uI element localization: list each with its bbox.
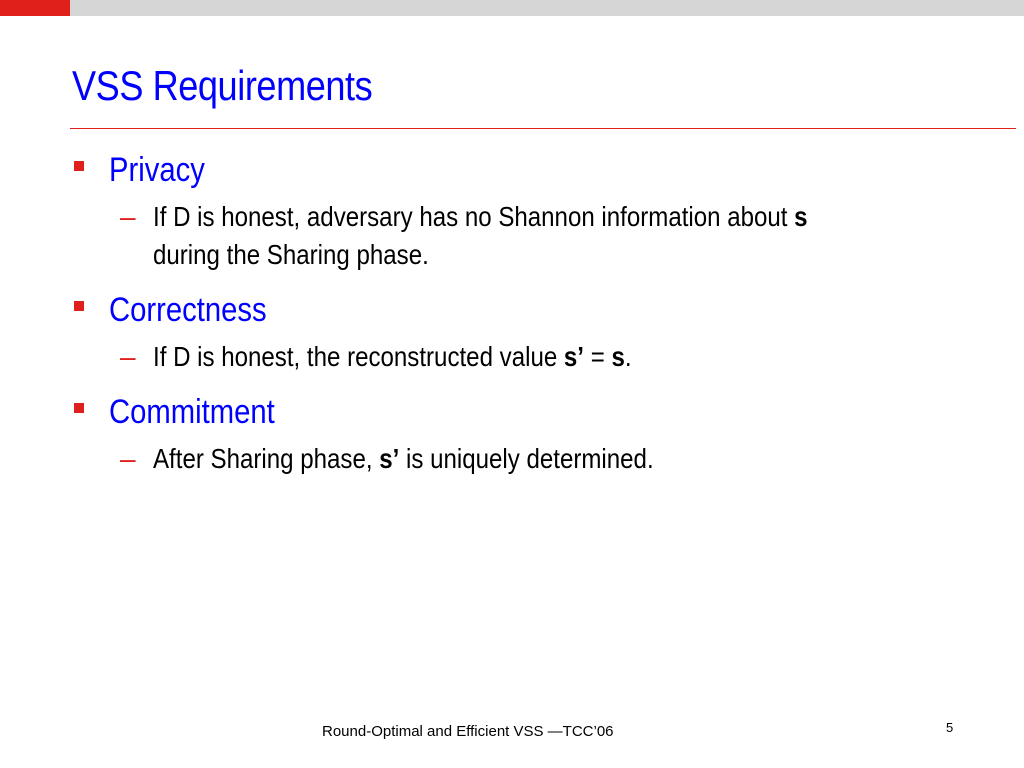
- bullet-label: Privacy: [109, 151, 205, 189]
- bullet-commitment: [74, 390, 974, 478]
- dash-marker: –: [120, 341, 136, 372]
- sub-bullet: [120, 198, 974, 274]
- dash-marker: –: [120, 443, 136, 474]
- square-bullet-icon: [74, 403, 84, 413]
- bullet-list: [74, 148, 974, 478]
- bullet-privacy: [74, 148, 974, 274]
- dash-marker: –: [120, 201, 136, 232]
- bullet-label: Correctness: [109, 291, 267, 329]
- sub-bullet-text: If D is honest, adversary has no Shannon information about s during the Sharing phase.: [153, 201, 808, 270]
- page-number: 5: [946, 720, 954, 735]
- sub-bullet-text: If D is honest, the reconstructed value s’ = s.: [153, 341, 632, 372]
- sub-bullet-text: After Sharing phase, s’ is uniquely determined.: [153, 443, 654, 474]
- bullet-correctness: [74, 288, 974, 376]
- top-gray-bar: [70, 0, 1024, 16]
- slide-title: VSS Requirements: [72, 62, 373, 109]
- sub-bullet: [120, 440, 974, 478]
- slide-footer: Round-Optimal and Efficient VSS —TCC’06: [322, 723, 614, 740]
- square-bullet-icon: [74, 301, 84, 311]
- title-divider: [70, 128, 1016, 129]
- sub-bullet: [120, 338, 974, 376]
- square-bullet-icon: [74, 161, 84, 171]
- top-accent-bar: [0, 0, 70, 16]
- bullet-label: Commitment: [109, 393, 275, 431]
